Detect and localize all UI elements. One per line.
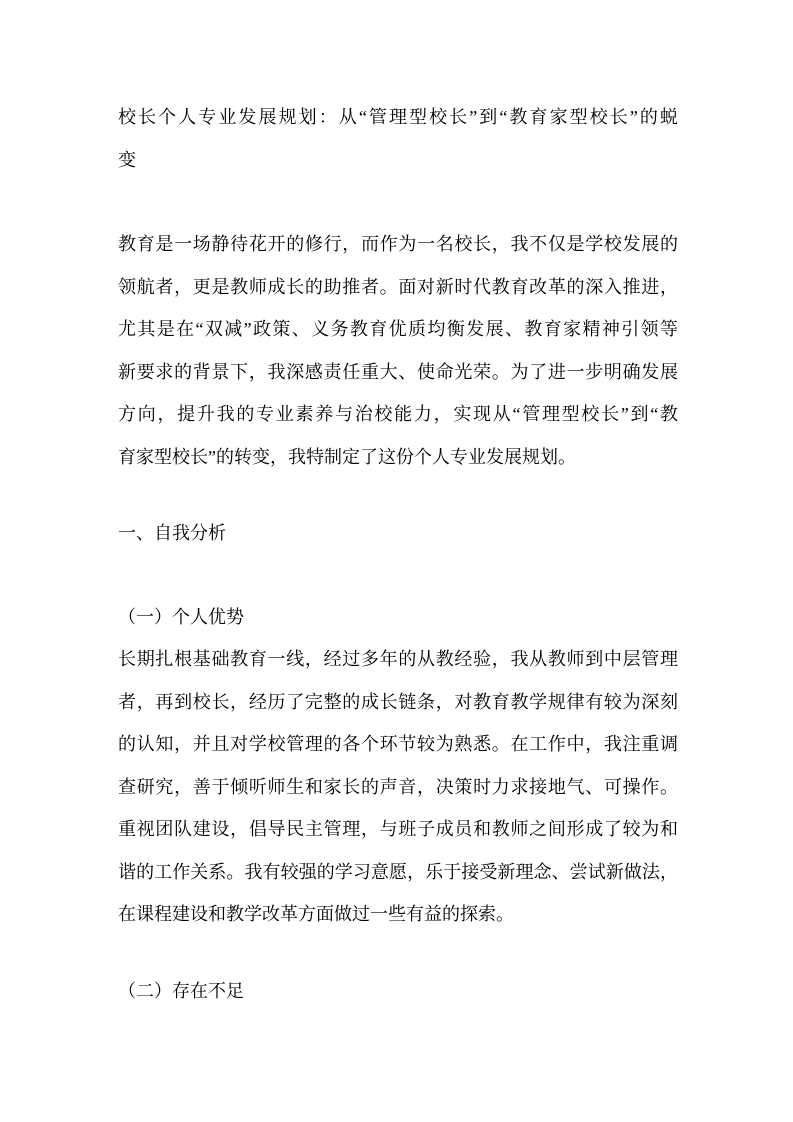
subsection-heading-weaknesses: [118, 970, 678, 1013]
paragraph-line: 领航者，更是教师成长的助推者。面对新时代教育改革的深入推进，: [118, 276, 678, 297]
paragraph-line: 者，再到校长，经历了完整的成长链条，对教育教学规律有较为深刻: [118, 691, 678, 712]
paragraph-line: 育家型校长”的转变，我特制定了这份个人专业发展规划。: [118, 446, 576, 467]
doc-title: [118, 96, 678, 181]
paragraph-line: 方向，提升我的专业素养与治校能力，实现从“管理型校长”到“教: [118, 404, 678, 424]
subsection-heading-strengths: [118, 596, 678, 639]
section-heading-self-analysis: [118, 512, 678, 555]
section-heading-text: 一、自我分析: [118, 523, 226, 543]
doc-title-line: 变: [118, 149, 136, 170]
paragraph-line: 的认知，并且对学校管理的各个环节较为熟悉。在工作中，我注重调: [118, 734, 678, 754]
paragraph-line: 在课程建设和教学改革方面做过一些有益的探索。: [118, 904, 514, 924]
strengths-paragraph: [118, 638, 678, 936]
doc-title-line: 校长个人专业发展规划：从“管理型校长”到“教育家型校长”的蜕: [118, 107, 678, 127]
subsection-heading-text: （一）个人优势: [118, 606, 244, 627]
paragraph-line: 教育是一场静待花开的修行，而作为一名校长，我不仅是学校发展的: [118, 234, 678, 254]
intro-paragraph: [118, 223, 678, 478]
paragraph-line: 新要求的背景下，我深感责任重大、使命光荣。为了进一步明确发展: [118, 361, 678, 382]
subsection-heading-text: （二）存在不足: [118, 980, 244, 1001]
paragraph-line: 谐的工作关系。我有较强的学习意愿，乐于接受新理念、尝试新做法，: [118, 861, 678, 882]
paragraph-line: 重视团队建设，倡导民主管理，与班子成员和教师之间形成了较为和: [118, 819, 678, 839]
paragraph-line: 查研究，善于倾听师生和家长的声音，决策时力求接地气、可操作。: [118, 776, 678, 797]
paragraph-line: 尤其是在“双减”政策、义务教育优质均衡发展、教育家精神引领等: [118, 319, 678, 339]
paragraph-line: 长期扎根基础教育一线，经过多年的从教经验，我从教师到中层管理: [118, 649, 678, 669]
